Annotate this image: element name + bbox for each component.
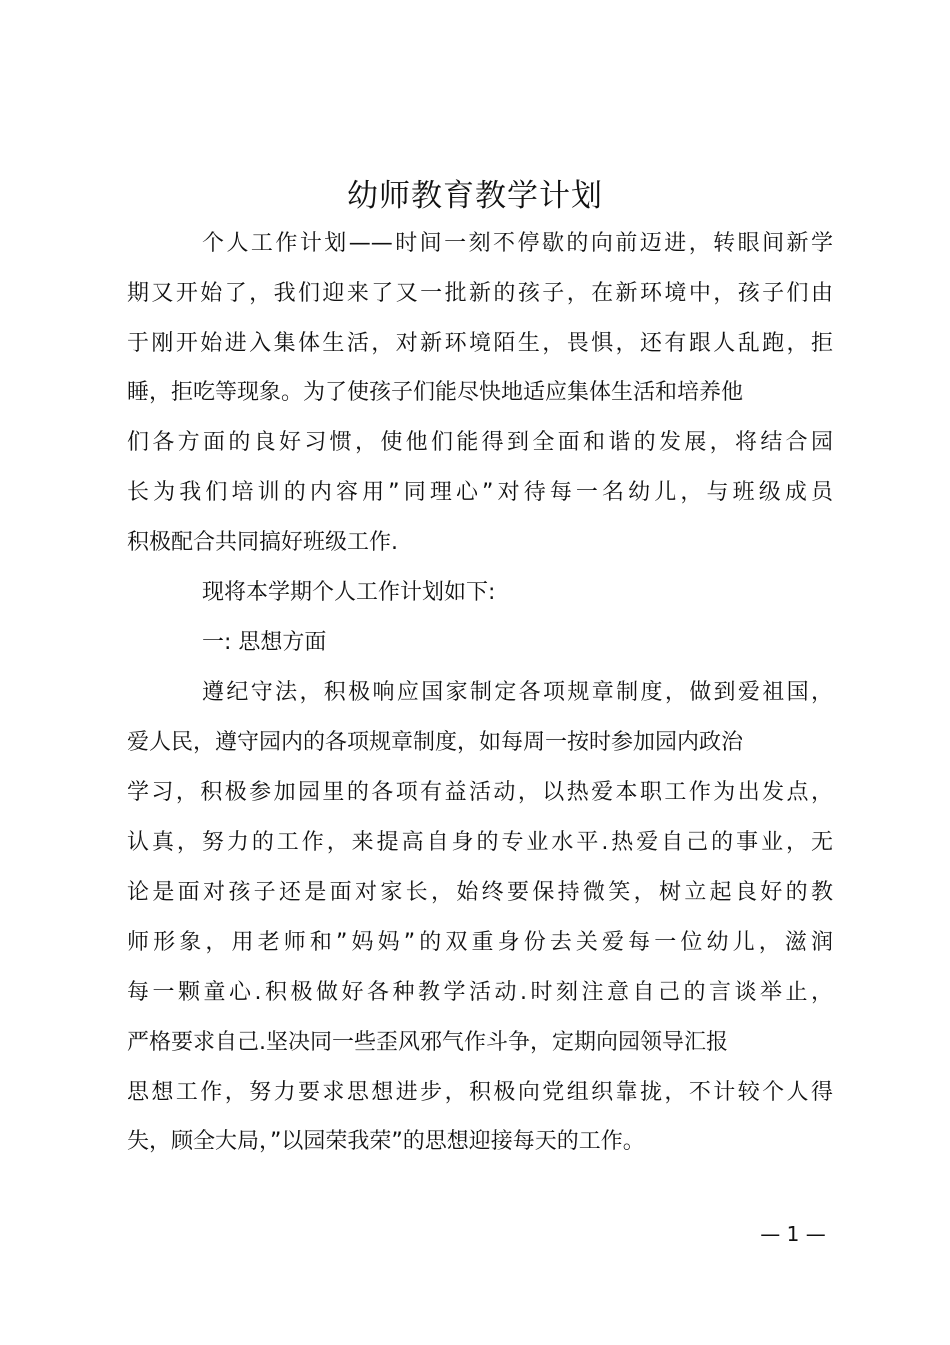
body-line-13: 认真，努力的工作，来提高自身的专业水平.热爱自己的事业，无 — [127, 830, 833, 855]
body-line-10: 遵纪守法，积极响应国家制定各项规章制度，做到爱祖国， — [202, 680, 833, 705]
body-line-2: 期又开始了，我们迎来了又一批新的孩子，在新环境中，孩子们由 — [127, 281, 833, 306]
body-line-1: 个人工作计划——时间一刻不停歇的向前迈进，转眼间新学 — [202, 231, 833, 256]
body-line-17: 严格要求自己.坚决同一些歪风邪气作斗争，定期向园领导汇报 — [127, 1030, 728, 1055]
body-line-19: 失，顾全大局，”以园荣我荣”的思想迎接每天的工作。 — [127, 1129, 645, 1154]
body-line-4: 睡，拒吃等现象。为了使孩子们能尽快地适应集体生活和培养他 — [127, 380, 744, 405]
body-line-12: 学习，积极参加园里的各项有益活动，以热爱本职工作为出发点， — [127, 780, 833, 805]
body-line-6: 长为我们培训的内容用”同理心”对待每一名幼儿，与班级成员 — [127, 480, 833, 505]
body-line-18: 思想工作，努力要求思想进步，积极向党组织靠拢，不计较个人得 — [127, 1080, 833, 1105]
document-title: 幼师教育教学计划 — [347, 178, 603, 214]
plan-intro-line: 现将本学期个人工作计划如下: — [202, 580, 496, 605]
page-number: — 1 — — [760, 1222, 826, 1246]
body-line-11: 爱人民，遵守园内的各项规章制度，如每周一按时参加园内政治 — [127, 730, 744, 755]
body-line-16: 每一颗童心.积极做好各种教学活动.时刻注意自己的言谈举止， — [127, 980, 833, 1005]
body-line-7: 积极配合共同搞好班级工作. — [127, 530, 398, 555]
section-heading-thought: 一: 思想方面 — [202, 630, 327, 655]
body-line-14: 论是面对孩子还是面对家长，始终要保持微笑，树立起良好的教 — [127, 880, 833, 905]
body-line-5: 们各方面的良好习惯，使他们能得到全面和谐的发展，将结合园 — [127, 430, 833, 455]
body-line-3: 于刚开始进入集体生活，对新环境陌生，畏惧，还有跟人乱跑，拒 — [127, 331, 833, 356]
body-line-15: 师形象，用老师和”妈妈”的双重身份去关爱每一位幼儿，滋润 — [127, 930, 833, 955]
